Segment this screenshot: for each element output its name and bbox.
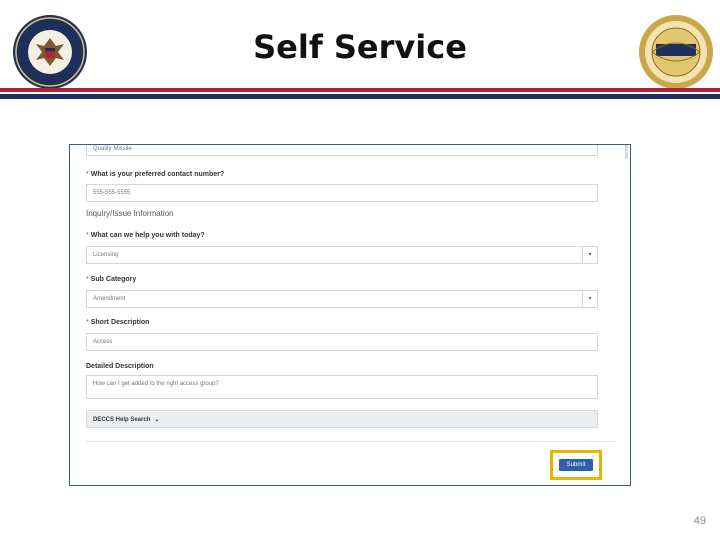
contact-number-input[interactable]: 555-555-5555	[86, 184, 598, 202]
divider	[86, 441, 616, 442]
help-topic-select[interactable]	[86, 246, 598, 264]
scrollbar[interactable]	[625, 145, 628, 159]
previous-field-input[interactable]: Quality Missile	[86, 144, 598, 156]
required-marker: *	[86, 232, 89, 239]
help-topic-label	[86, 232, 205, 239]
help-search-toggle[interactable]	[86, 410, 598, 428]
short-description-label	[86, 319, 149, 326]
required-marker: *	[86, 276, 89, 283]
subcategory-label-text: Sub Category	[90, 276, 137, 283]
help-search-label: DECCS Help Search	[93, 417, 151, 423]
contact-number-label-text: What is your preferred contact number?	[90, 171, 225, 178]
header-band-navy	[0, 94, 720, 99]
help-topic-value: Licensing	[93, 252, 119, 258]
slide-title: Self Service	[253, 28, 467, 66]
contact-number-label	[86, 171, 224, 178]
subcategory-value: Amendment	[93, 296, 126, 302]
detailed-description-textarea[interactable]: How can I get added to the right access group?	[86, 375, 598, 399]
subcategory-label	[86, 276, 136, 283]
page-number: 49	[693, 515, 706, 527]
required-marker: *	[86, 171, 89, 178]
help-topic-label-text: What can we help you with today?	[90, 232, 205, 239]
form-screenshot	[69, 144, 631, 486]
subcategory-select[interactable]	[86, 290, 598, 308]
required-marker: *	[86, 319, 89, 326]
short-description-label-text: Short Description	[90, 319, 150, 326]
submit-button[interactable]: Submit	[559, 459, 593, 471]
chevron-down-icon[interactable]: ▾	[582, 291, 597, 307]
detailed-description-label: Detailed Description	[86, 363, 154, 370]
chevron-down-icon[interactable]: ▾	[582, 247, 597, 263]
short-description-input[interactable]: Access	[86, 333, 598, 351]
section-title: Inquiry/Issue Information	[86, 209, 174, 218]
submit-highlight-box	[550, 450, 602, 480]
chevron-down-icon: ⌄	[154, 417, 160, 423]
